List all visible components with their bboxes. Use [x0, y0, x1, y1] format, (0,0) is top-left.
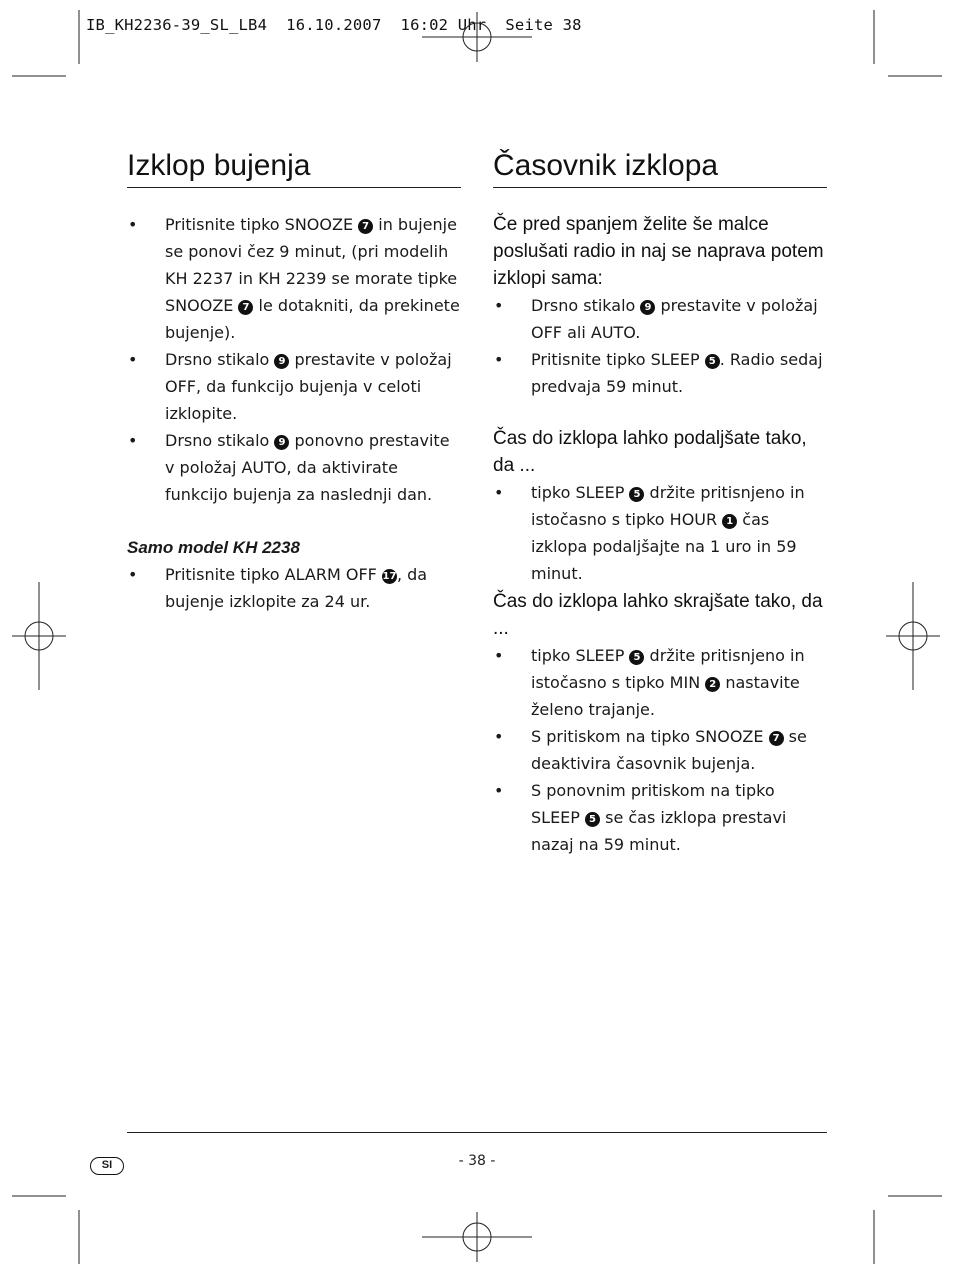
- registration-mark-left: [12, 582, 66, 690]
- number-badge: 9: [640, 300, 655, 315]
- model-kh2238-section: [127, 534, 461, 615]
- alarm-off-instructions: [127, 211, 461, 508]
- number-badge: 17: [382, 571, 397, 582]
- list-item: • S pritiskom na tipko SNOOZE 7 se deaktivira časovnik bujenja.: [493, 723, 827, 777]
- number-badge: 2: [705, 677, 720, 692]
- number-badge: 9: [274, 354, 289, 369]
- number-badge: 7: [238, 300, 253, 315]
- language-badge: SI: [90, 1157, 124, 1175]
- list-item: • Pritisnite tipko ALARM OFF 17, da bujenje izklopite za 24 ur.: [127, 561, 461, 615]
- list-item: • Drsno stikalo 9 prestavite v položaj OFF ali AUTO.: [493, 292, 827, 346]
- list-item: • tipko SLEEP 5 držite pritisnjeno in istočasno s tipko MIN 2 nastavite želeno trajanje.: [493, 642, 827, 723]
- shorten-section: [493, 588, 827, 858]
- registration-mark-bottom: [422, 1212, 532, 1262]
- number-badge: 5: [705, 354, 720, 369]
- extend-heading: Čas do izklopa lahko podaljšate tako, da ...: [493, 428, 807, 476]
- model-heading: Samo model KH 2238: [127, 538, 300, 557]
- shorten-heading: Čas do izklopa lahko skrajšate tako, da ...: [493, 591, 823, 639]
- sleep-timer-intro: [493, 211, 827, 400]
- list-item: • tipko SLEEP 5 držite pritisnjeno in istočasno s tipko HOUR 1 čas izklopa podaljšajte na 1 uro in 59 minut.: [493, 479, 827, 587]
- number-badge: 5: [629, 650, 644, 665]
- number-badge: 5: [629, 487, 644, 502]
- footer-rule: [127, 1132, 827, 1133]
- list-item: • Drsno stikalo 9 prestavite v položaj OFF, da funkcijo bujenja v celoti izklopite.: [127, 346, 461, 427]
- number-badge: 9: [274, 435, 289, 450]
- section-title-alarm-off: Izklop bujenja: [127, 148, 461, 188]
- page-number: - 38 -: [458, 1153, 496, 1169]
- number-badge: 7: [358, 219, 373, 234]
- registration-mark-top: [422, 12, 532, 62]
- section-title-sleep-timer: Časovnik izklopa: [493, 148, 827, 188]
- list-item: • Pritisnite tipko SLEEP 5 . Radio sedaj predvaja 59 minut.: [493, 346, 827, 400]
- list-item: • Pritisnite tipko SNOOZE 7 in bujenje se ponovi čez 9 minut, (pri modelih KH 2237 in KH 2239 se morate tipke SNOOZE 7 le dotakniti, da prekinete bujenje).: [127, 211, 461, 346]
- list-item: • Drsno stikalo 9 ponovno prestavite v položaj AUTO, da aktivirate funkcijo bujenja za naslednji dan.: [127, 427, 461, 508]
- list-item: • S ponovnim pritiskom na tipko SLEEP 5 se čas izklopa prestavi nazaj na 59 minut.: [493, 777, 827, 858]
- number-badge: 5: [585, 812, 600, 827]
- intro-heading: Če pred spanjem želite še malce poslušati radio in naj se naprava potem izklopi sama:: [493, 214, 824, 289]
- number-badge: 7: [769, 731, 784, 746]
- number-badge: 1: [722, 514, 737, 529]
- registration-mark-right: [886, 582, 940, 690]
- print-header: IB_KH2236-39_SL_LB4 16.10.2007 16:02 Uhr Seite 38: [86, 16, 582, 34]
- extend-section: [493, 425, 827, 587]
